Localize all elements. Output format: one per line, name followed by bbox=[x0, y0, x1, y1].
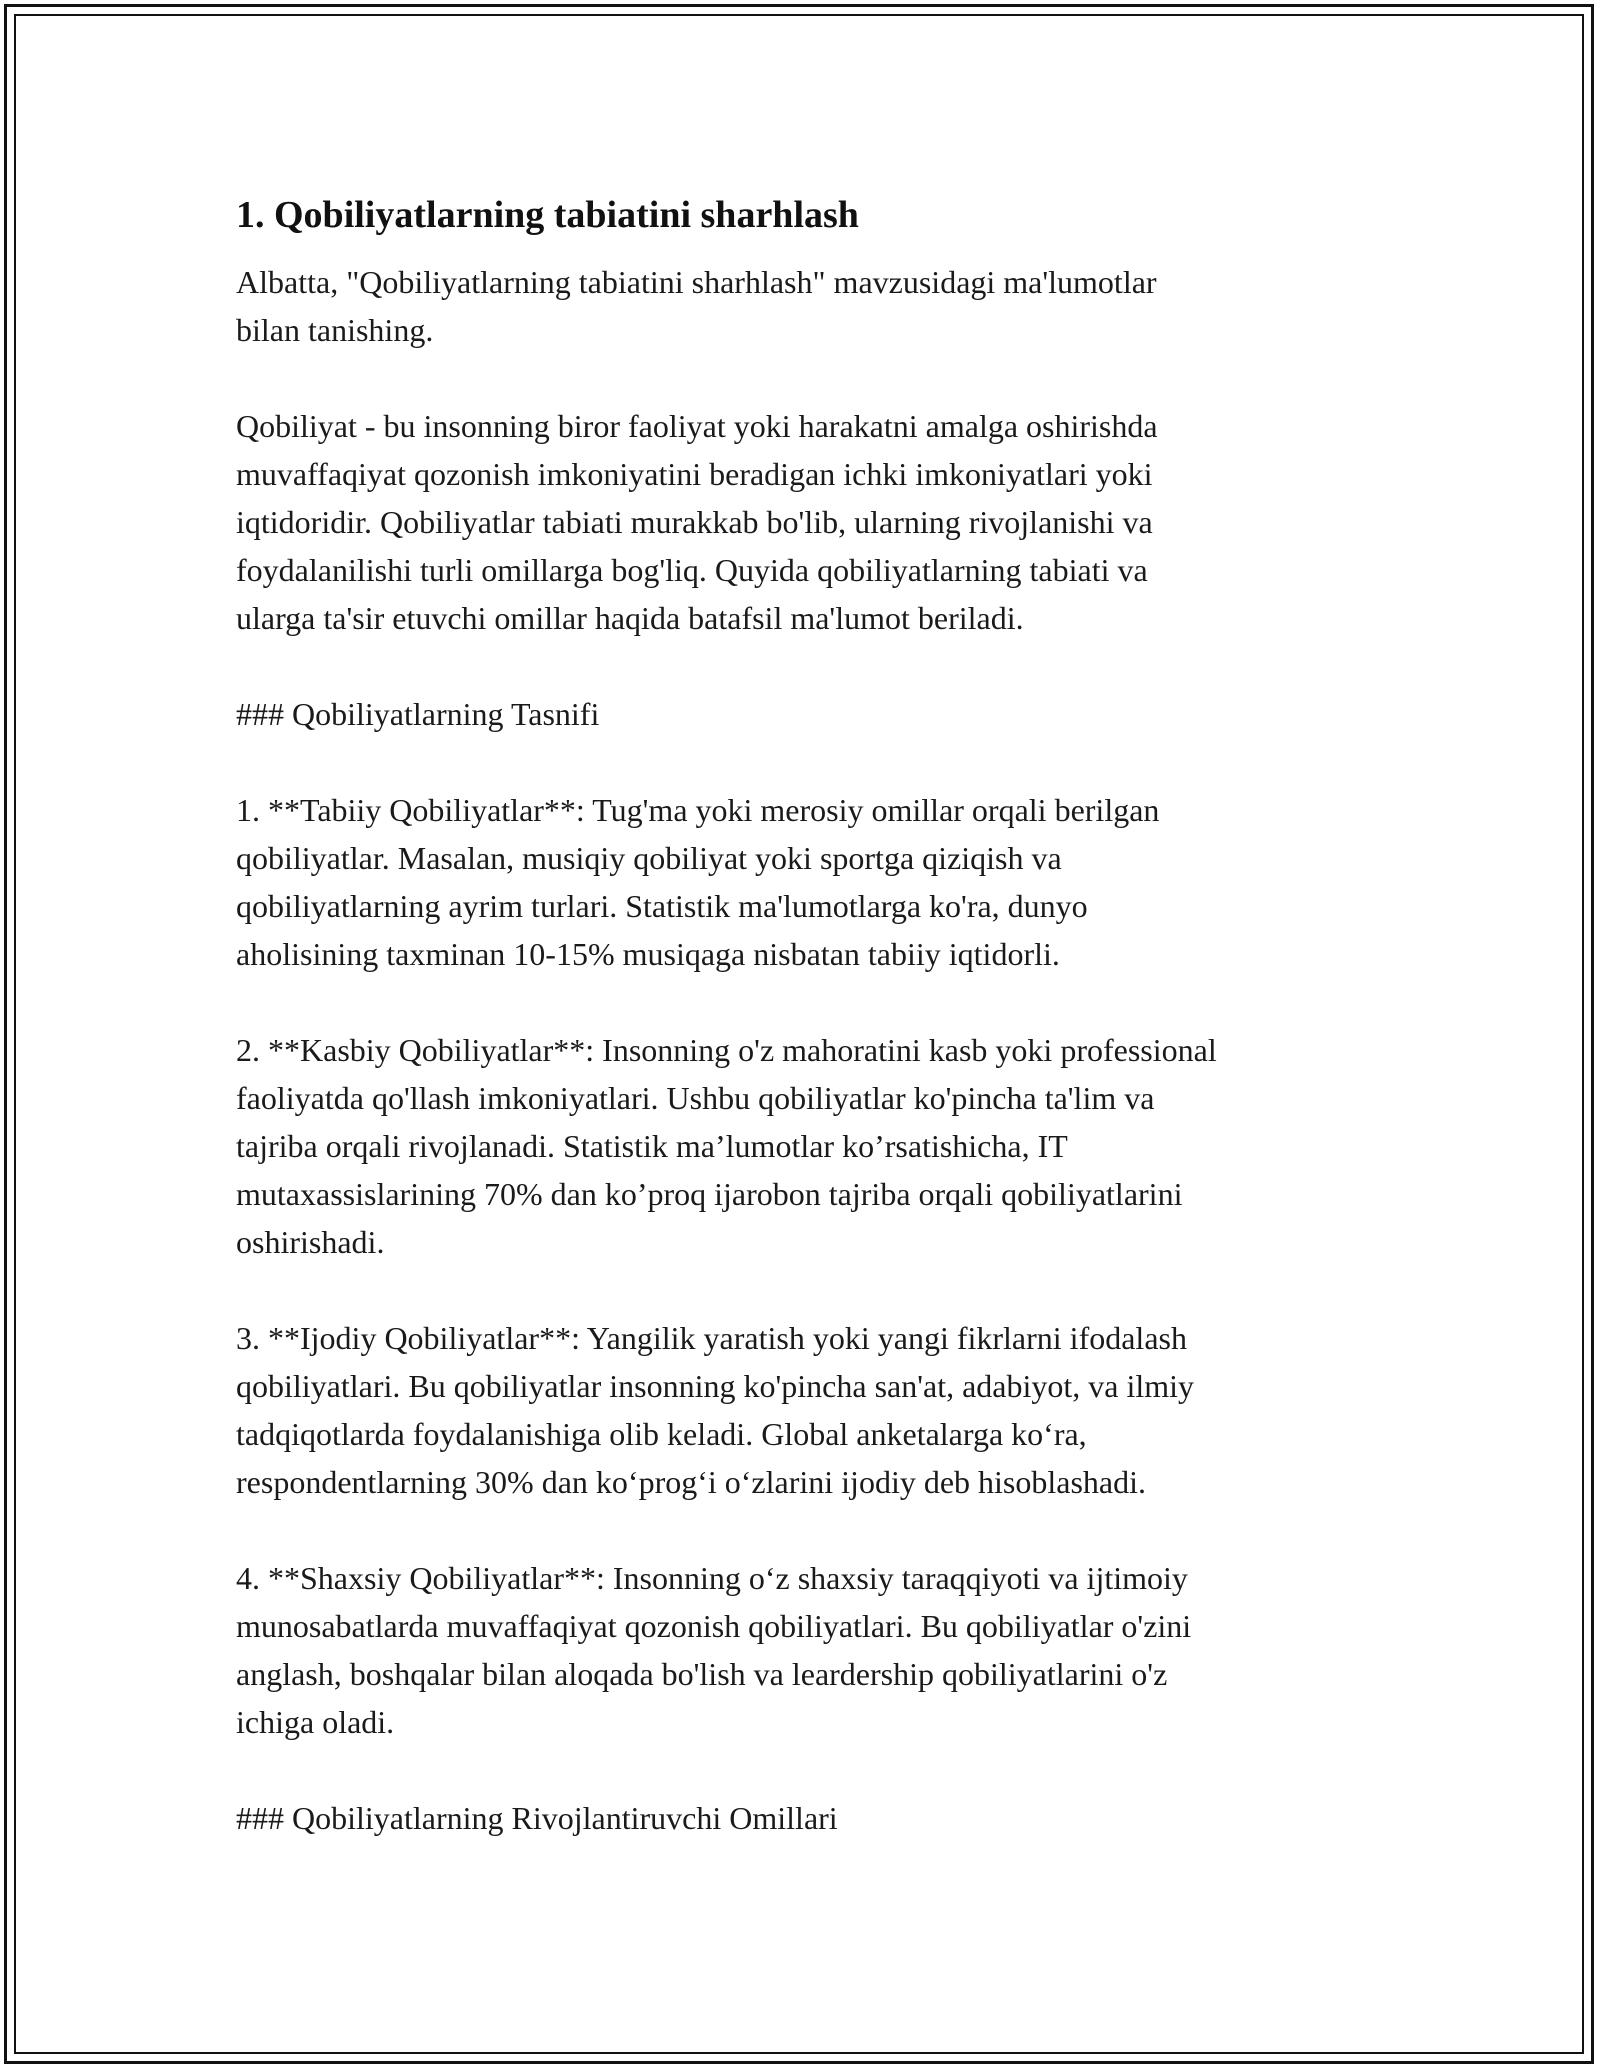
section-heading-tasnifi: ### Qobiliyatlarning Tasnifi bbox=[236, 696, 600, 732]
list-item-ijodiy: 3. **Ijodiy Qobiliyatlar**: Yangilik yaratish yoki yangi fikrlarni ifodalash qobiliyatlari. Bu qobiliyatlar insonning ko'pincha san'at, adabiyot, va ilmiy tadqiqotlarda foydalanishiga olib keladi. Global anketalarga ko‘ra, respondentlarning 30% dan ko‘prog‘i o‘zlarini ijodiy deb hisoblashadi. bbox=[236, 1320, 1195, 1500]
list-item-shaxsiy: 4. **Shaxsiy Qobiliyatlar**: Insonning o‘z shaxsiy taraqqiyoti va ijtimoiy munosabatlarda muvaffaqiyat qozonish qobiliyatlari. Bu qobiliyatlar o'zini anglash, boshqalar bilan aloqada bo'lish va leardership qobiliyatlarini o'z ichiga oladi. bbox=[236, 1560, 1192, 1740]
intro-paragraph: Albatta, "Qobiliyatlarning tabiatini sharhlash" mavzusidagi ma'lumotlar bilan tanishing. bbox=[236, 264, 1157, 348]
list-item-kasbiy: 2. **Kasbiy Qobiliyatlar**: Insonning o'z mahoratini kasb yoki professional faoliyatda qo'llash imkoniyatlari. Ushbu qobiliyatlar ko'pincha ta'lim va tajriba orqali rivojlanadi. Statistik ma’lumotlar ko’rsatishicha, IT mutaxassislarining 70% dan ko’proq ijarobon tajriba orqali qobiliyatlarini oshirishadi. bbox=[236, 1032, 1217, 1260]
document-body bbox=[236, 188, 1376, 1842]
list-item-tabiiy: 1. **Tabiiy Qobiliyatlar**: Tug'ma yoki merosiy omillar orqali berilgan qobiliyatlar. Masalan, musiqiy qobiliyat yoki sportga qiziqish va qobiliyatlarning ayrim turlari. Statistik ma'lumotlarga ko'ra, dunyo aholisining taxminan 10-15% musiqaga nisbatan tabiiy iqtidorli. bbox=[236, 792, 1160, 972]
section-heading-omillari: ### Qobiliyatlarning Rivojlantiruvchi Omillari bbox=[236, 1800, 838, 1836]
document-title: 1. Qobiliyatlarning tabiatini sharhlash bbox=[236, 194, 859, 236]
definition-paragraph: Qobiliyat - bu insonning biror faoliyat yoki harakatni amalga oshirishda muvaffaqiyat qozonish imkoniyatini beradigan ichki imkoniyatlari yoki iqtidoridir. Qobiliyatlar tabiati murakkab bo'lib, ularning rivojlanishi va foydalanilishi turli omillarga bog'liq. Quyida qobiliyatlarning tabiati va ularga ta'sir etuvchi omillar haqida batafsil ma'lumot beriladi. bbox=[236, 408, 1158, 636]
